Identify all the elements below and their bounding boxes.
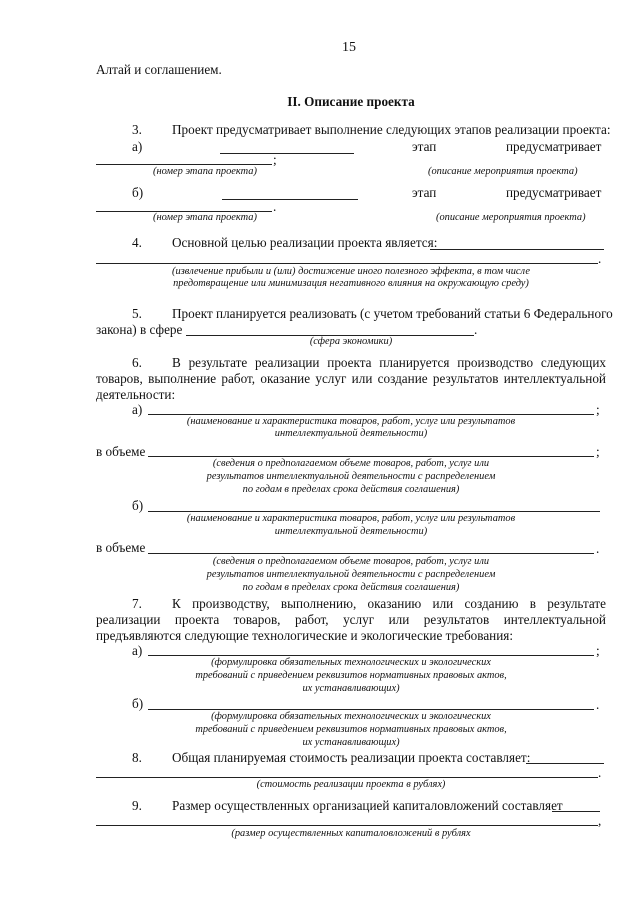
intro-text: Алтай и соглашением. bbox=[96, 62, 222, 77]
p9-capex-line-1[interactable] bbox=[552, 811, 600, 812]
p9-text: Размер осуществленных организацией капиталовложений составляет bbox=[172, 798, 563, 813]
p6-number: 6. bbox=[132, 355, 142, 370]
p9-comma: , bbox=[598, 813, 602, 828]
p4-goal-line-1[interactable] bbox=[430, 249, 604, 250]
section-title: II. Описание проекта bbox=[287, 94, 415, 109]
p6-a-hint-name-2: интеллектуальной деятельности) bbox=[274, 428, 428, 439]
p7-a-req-line[interactable] bbox=[148, 655, 594, 656]
p6-a-label: а) bbox=[132, 402, 143, 417]
p6-b-hint-vol-2: результатов интеллектуальной деятельности с распределением bbox=[206, 569, 496, 580]
p3-a-semicolon: ; bbox=[273, 152, 277, 167]
p7-b-dot: . bbox=[596, 697, 600, 712]
p4-text: Основной целью реализации проекта является: bbox=[172, 235, 438, 250]
p6-a-volume-line[interactable] bbox=[148, 456, 594, 457]
p7-line-3: предъявляются следующие технологические и экологические требования: bbox=[96, 628, 514, 643]
p3-b-label: б) bbox=[132, 185, 144, 200]
p5-number: 5. bbox=[132, 306, 142, 321]
p4-hint-1: (извлечение прибыли и (или) достижение иного полезного эффекта, в том числе bbox=[172, 266, 530, 277]
p9-number: 9. bbox=[132, 798, 142, 813]
p3-text: Проект предусматривает выполнение следующих этапов реализации проекта: bbox=[172, 122, 611, 137]
p6-a-hint-vol-1: (сведения о предполагаемом объеме товаров, работ, услуг или bbox=[212, 458, 490, 469]
p6-a-hint-vol-2: результатов интеллектуальной деятельности с распределением bbox=[206, 471, 496, 482]
p8-cost-line-2[interactable] bbox=[96, 777, 598, 778]
p9-hint: (размер осуществленных капиталовложений в рублях bbox=[231, 828, 471, 839]
p6-b-name-line[interactable] bbox=[148, 511, 600, 512]
p6-a-in-volume: в объеме bbox=[96, 444, 146, 459]
p9-capex-line-2[interactable] bbox=[96, 825, 598, 826]
p7-a-hint-3: их устанавливающих) bbox=[302, 683, 400, 694]
p3-a-label: а) bbox=[132, 139, 143, 154]
p3-b-dot: . bbox=[273, 199, 277, 214]
p7-number: 7. bbox=[132, 596, 142, 611]
p3-a-hint-event: (описание мероприятия проекта) bbox=[428, 166, 578, 177]
p6-a-hint-name-1: (наименование и характеристика товаров, работ, услуг или результатов bbox=[186, 416, 516, 427]
p6-a-semicolon: ; bbox=[596, 402, 600, 417]
p7-b-req-line[interactable] bbox=[148, 709, 594, 710]
p3-b-predus: предусматривает bbox=[506, 185, 602, 200]
p6-b-hint-vol-3: по годам в пределах срока действия соглашения) bbox=[242, 582, 460, 593]
p4-hint-2: предотвращение или минимизация негативного влияния на окружающую среду) bbox=[173, 278, 529, 289]
p3-b-hint-stage: (номер этапа проекта) bbox=[153, 212, 257, 223]
p4-goal-line-2[interactable] bbox=[96, 263, 598, 264]
p5-hint: (сфера экономики) bbox=[309, 336, 393, 347]
p3-b-stage-line[interactable] bbox=[222, 199, 358, 200]
p7-line-1: К производству, выполнению, оказанию или созданию в результате bbox=[172, 596, 606, 611]
p6-line-3: деятельности: bbox=[96, 387, 176, 402]
p7-b-hint-2: требований с приведением реквизитов нормативных правовых актов, bbox=[195, 724, 507, 735]
p3-a-predus: предусматривает bbox=[506, 139, 602, 154]
p3-a-stage-line[interactable] bbox=[220, 153, 354, 154]
p7-b-hint-1: (формулировка обязательных технологических и экологических bbox=[211, 711, 491, 722]
p3-a-etap: этап bbox=[412, 139, 437, 154]
p8-dot: . bbox=[598, 765, 602, 780]
p8-text: Общая планируемая стоимость реализации проекта составляет: bbox=[172, 750, 531, 765]
p6-b-hint-name-1: (наименование и характеристика товаров, работ, услуг или результатов bbox=[186, 513, 516, 524]
p5-dot: . bbox=[474, 322, 478, 337]
p6-b-dot: . bbox=[596, 541, 600, 556]
p4-dot: . bbox=[598, 251, 602, 266]
p8-cost-line-1[interactable] bbox=[526, 763, 604, 764]
p3-number: 3. bbox=[132, 122, 142, 137]
p7-a-hint-2: требований с приведением реквизитов нормативных правовых актов, bbox=[195, 670, 507, 681]
p6-a-name-line[interactable] bbox=[148, 414, 594, 415]
p3-a-hint-stage: (номер этапа проекта) bbox=[153, 166, 257, 177]
p6-a-hint-vol-3: по годам в пределах срока действия соглашения) bbox=[242, 484, 460, 495]
p6-line-1: В результате реализации проекта планируется производство следующих bbox=[172, 355, 606, 370]
p7-a-semicolon: ; bbox=[596, 643, 600, 658]
p6-b-volume-line[interactable] bbox=[148, 553, 594, 554]
p3-b-hint-event: (описание мероприятия проекта) bbox=[436, 212, 586, 223]
p6-a-volume-semicolon: ; bbox=[596, 444, 600, 459]
p6-b-label: б) bbox=[132, 498, 144, 513]
p6-b-in-volume: в объеме bbox=[96, 540, 146, 555]
page-number: 15 bbox=[342, 40, 356, 55]
p7-b-label: б) bbox=[132, 696, 144, 711]
p8-hint: (стоимость реализации проекта в рублях) bbox=[256, 779, 446, 790]
p7-line-2: реализации проекта товаров, работ, услуг или результатов интеллектуальной bbox=[96, 612, 606, 627]
p7-b-hint-3: их устанавливающих) bbox=[302, 737, 400, 748]
p7-a-label: а) bbox=[132, 643, 143, 658]
p6-b-hint-name-2: интеллектуальной деятельности) bbox=[274, 526, 428, 537]
p6-b-hint-vol-1: (сведения о предполагаемом объеме товаров, работ, услуг или bbox=[212, 556, 490, 567]
p7-a-hint-1: (формулировка обязательных технологических и экологических bbox=[211, 657, 491, 668]
p6-line-2: товаров, выполнение работ, оказание услуг или создание результатов интеллектуальной bbox=[96, 371, 606, 386]
p8-number: 8. bbox=[132, 750, 142, 765]
p5-text-2: закона) в сфере bbox=[96, 322, 183, 337]
p3-a-event-line[interactable] bbox=[96, 164, 272, 165]
p4-number: 4. bbox=[132, 235, 142, 250]
p3-b-etap: этап bbox=[412, 185, 437, 200]
p5-text-1: Проект планируется реализовать (с учетом требований статьи 6 Федерального bbox=[172, 306, 613, 321]
